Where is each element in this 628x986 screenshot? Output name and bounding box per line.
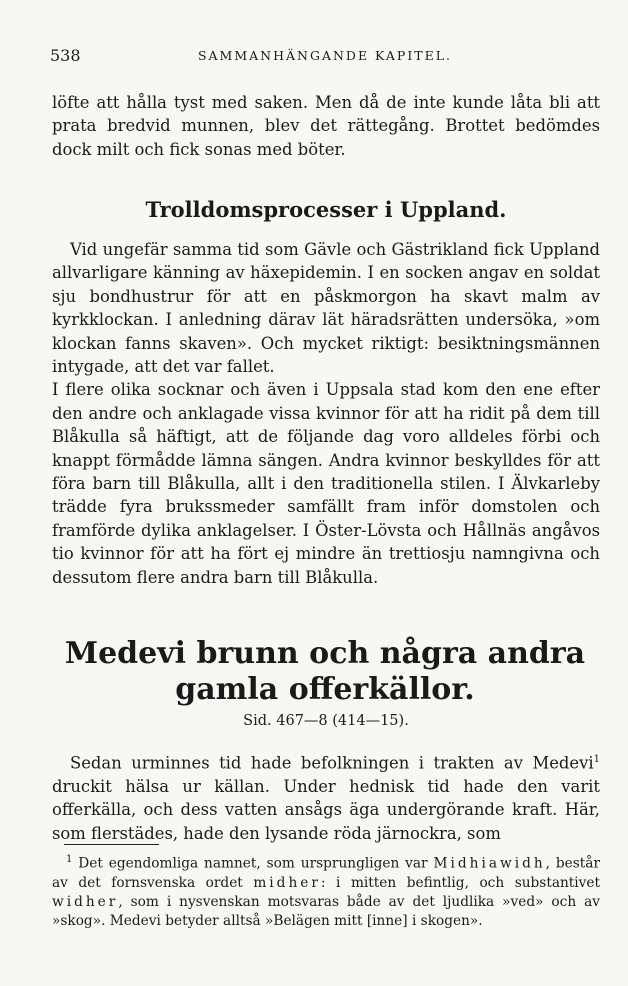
section-heading-medevi: Medevi brunn och några andra gamla offerkällor. — [64, 636, 586, 707]
section2-text-after: druckit hälsa ur källan. Under hednisk tid hade den varit offerkälla, och dess vatten ansågs äga undergörande kraft. Här, som flerstädes, hade den lysande röda järnockra, som — [52, 776, 600, 843]
section2-paragraph-1 — [52, 748, 600, 845]
footnote-divider — [64, 844, 159, 845]
section-heading-trolldom: Trolldomsprocesser i Uppland. — [145, 197, 507, 222]
footnote-spaced-word-2: midher — [253, 874, 321, 891]
footnote-paragraph — [52, 850, 600, 931]
section2-text — [52, 748, 600, 845]
footnote-spaced-word-1: Midhiawidh — [433, 855, 546, 872]
page-number: 538 — [50, 46, 81, 65]
intro-paragraph: löfte att hålla tyst med saken. Men då de inte kunde låta bli att prata bredvid munnen, blev det rättegång. Brottet bedömdes dock milt och fick sonas med böter. — [52, 93, 600, 159]
footnote-text-1: Det egendomliga namnet, som ursprungligen var — [72, 855, 434, 872]
intro-text-block — [52, 91, 600, 161]
footnote-text-3: : i mitten befintlig, och substantivet — [320, 874, 601, 891]
footnote-reference: 1 — [593, 754, 600, 765]
section1-paragraph-1: Vid ungefär samma tid som Gävle och Gästrikland fick Uppland allvarligare känning av häxepidemin. I en socken angav en soldat sju bondhustrur för att en påskmorgon ha skavt malm av kyrkklockan. I anledning därav lät häradsrätten undersöka, »om klockan fanns skaven». Och mycket riktigt: besiktningsmännen intygade, att det var fallet. — [52, 240, 600, 377]
section1-paragraph-2: I flere olika socknar och även i Uppsala stad kom den ene efter den andre och anklagade vissa kvinnor för att ha ridit på dem till Blåkulla så häftigt, att de följande dag voro alldeles förbi och knappt förmådde lämna sängen. Andra kvinnor beskylldes för att föra barn till Blåkulla, allt i den traditionella stilen. I Älvkarleby trädde fyra brukssmeder samfällt fram inför domstolen och framförde dylika anklagelser. I Öster-Lövsta och Hållnäs angåvos tio kvinnor för att ha fört ej mindre än trettiosju namngivna och dessutom flere andra barn till Blåkulla. — [52, 380, 600, 587]
section2-text-before: Sedan urminnes tid hade befolkningen i trakten av Medevi — [70, 753, 594, 773]
footnote-spaced-word-3: widher — [52, 893, 119, 910]
running-head: SAMMANHÄNGANDE KAPITEL. — [197, 48, 453, 63]
footnote-marker: 1 — [66, 854, 73, 865]
footnote-text-4: , som i nysvenskan motsvaras både av det ljudlika »ved» och av »skog». Medevi betyder alltså »Belägen mitt [inne] i skogen». — [52, 893, 600, 929]
page-header — [50, 42, 600, 72]
page-reference: Sid. 467—8 (414—15). — [243, 713, 409, 729]
footnote-text-2: , består av det fornsvenska ordet — [52, 855, 600, 891]
section1-text — [52, 238, 600, 589]
footnote — [52, 850, 600, 931]
